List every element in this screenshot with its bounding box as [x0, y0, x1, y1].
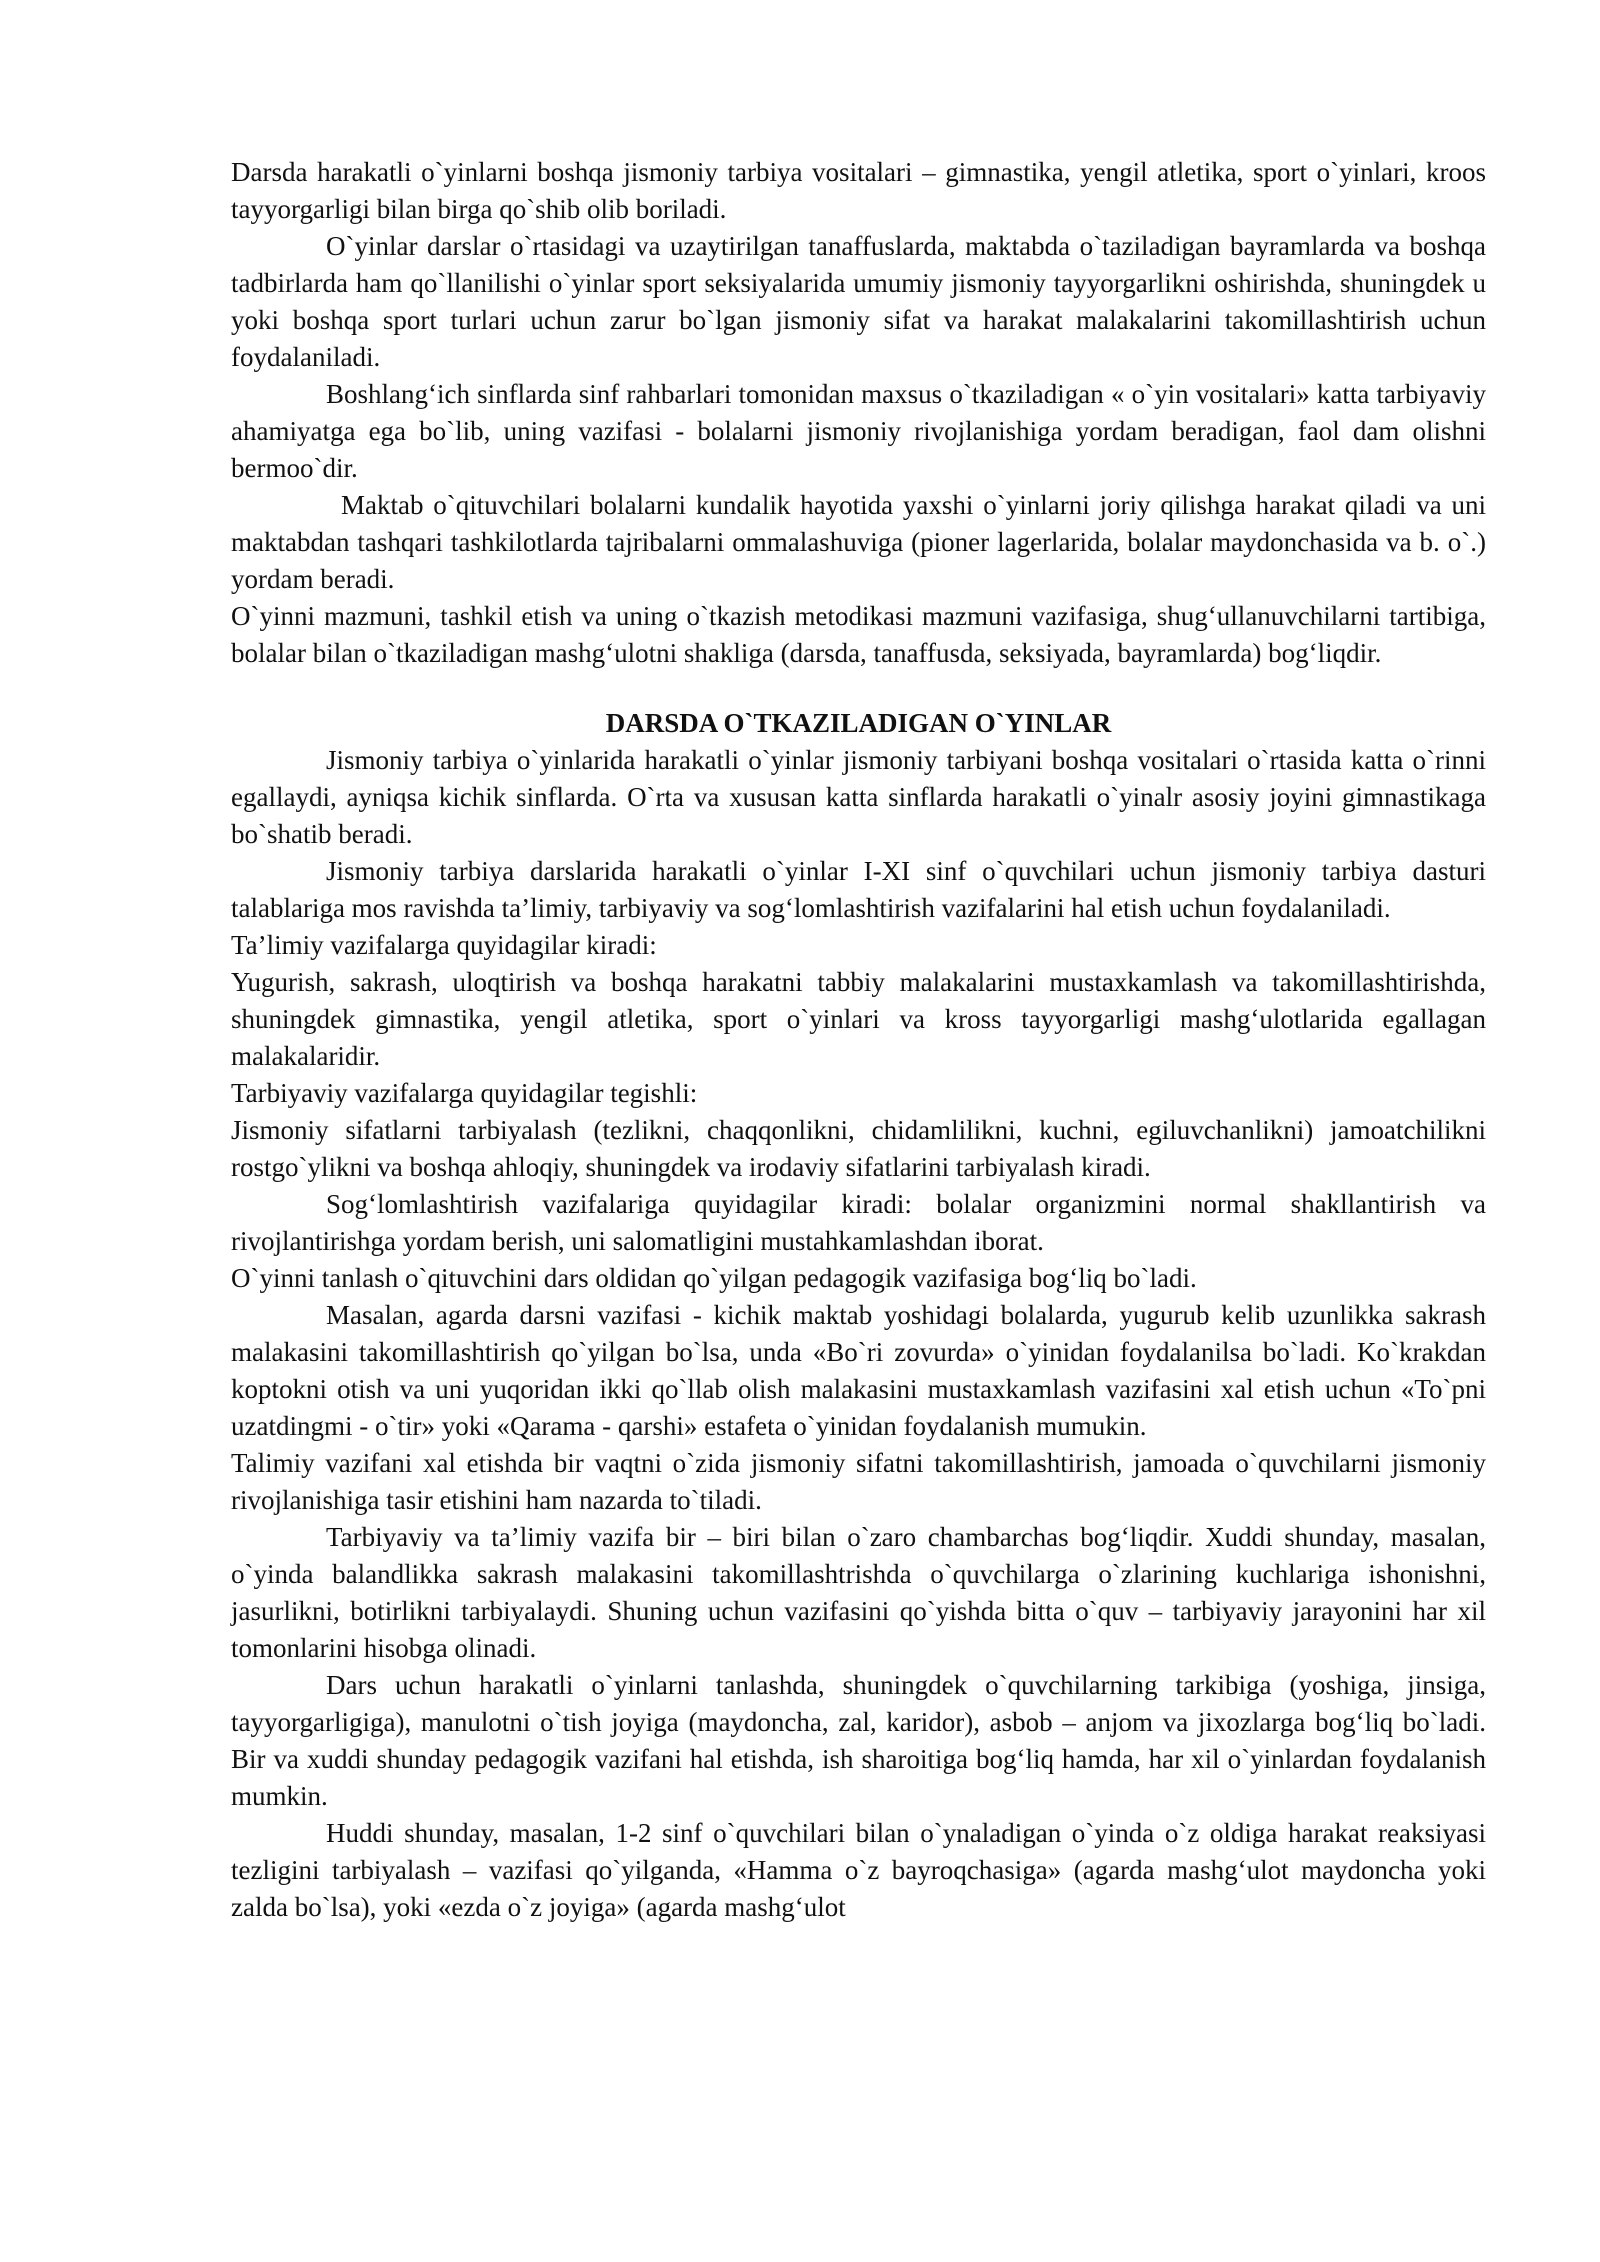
- paragraph-primary-classes: Boshlang‘ich sinflarda sinf rahbarlari tomonidan maxsus o`tkaziladigan « o`yin vositalari» katta tarbiyaviy ahamiyatga ega bo`lib, uning vazifasi - bolalarni jismoniy rivojlanishiga yordam beradigan, faol dam olishni bermoo`dir.: [231, 379, 1486, 483]
- paragraph-pe-lessons: Jismoniy tarbiya darslarida harakatli o`yinlar I-XI sinf o`quvchilari uchun jismoniy tarbiya dasturi talablariga mos ravishda ta’limiy, tarbiyaviy va sog‘lomlashtirish vazifalarini hal etish uchun foydalaniladi.: [231, 856, 1486, 923]
- paragraph-games-usage: O`yinlar darslar o`rtasidagi va uzaytirilgan tanaffuslarda, maktabda o`taziladigan bayramlarda va boshqa tadbirlarda ham qo`llanilishi o`yinlar sport seksiyalarida umumiy jismoniy tayyorgarlikni oshirishda, shuningdek u yoki boshqa sport turlari uchun zarur bo`lgan jismoniy sifat va harakat malakalarini takomillashtirish uchun foydalaniladi.: [231, 231, 1486, 372]
- paragraph-upbringing-tasks-heading: Tarbiyaviy vazifalarga quyidagilar tegishli:: [231, 1078, 698, 1108]
- paragraph-teachers: Maktab o`qituvchilari bolalarni kundalik hayotida yaxshi o`yinlarni joriy qilishga harakat qiladi va uni maktabdan tashqari tashkilotlarda tajribalarni ommalashuviga (pioner lagerlarida, bolalar maydonchasida va b. o`.) yordam beradi.: [231, 490, 1486, 594]
- paragraph-educational-goal: Talimiy vazifani xal etishda bir vaqtni o`zida jismoniy sifatni takomillashtirish, jamoada o`quvchilarni jismoniy rivojlanishiga tasir etishini ham nazarda to`tiladi.: [231, 1448, 1486, 1515]
- paragraph-upbringing-tasks: Jismoniy sifatlarni tarbiyalash (tezlikni, chaqqonlikni, chidamlilikni, kuchni, egiluvchanlikni) jamoatchilikni rostgo`ylikni va boshqa ahloqiy, shuningdek va irodaviy sifatlarini tarbiyalash kiradi.: [231, 1115, 1486, 1182]
- paragraph-interrelated-tasks: Tarbiyaviy va ta’limiy vazifa bir – biri bilan o`zaro chambarchas bog‘liqdir. Xuddi shunday, masalan, o`yinda balandlikka sakrash malakasini takomillashtrishda o`quvchilarga o`zlarining kuchlariga ishonishni, jasurlikni, botirlikni tarbiyalaydi. Shuning uchun vazifasini qo`yishda bitta o`quv – tarbiyaviy jarayonini har xil tomonlarini hisobga olinadi.: [231, 1522, 1486, 1663]
- paragraph-educational-tasks: Yugurish, sakrash, uloqtirish va boshqa harakatni tabbiy malakalarini mustaxkamlash va takomillashtirishda, shuningdek gimnastika, yengil atletika, sport o`yinlari va kross tayyorgarligi mashg‘ulotlarida egallagan malakalaridir.: [231, 967, 1486, 1071]
- section-heading: DARSDA O`TKAZILADIGAN O`YINLAR: [605, 708, 1112, 738]
- paragraph-choosing-games: Dars uchun harakatli o`yinlarni tanlashda, shuningdek o`quvchilarning tarkibiga (yoshiga, jinsiga, tayyorgarligiga), manulotni o`tish joyiga (maydoncha, zal, karidor), asbob – anjom va jixozlarga bog‘liq bo`ladi. Bir va xuddi shunday pedagogik vazifani hal etishda, ish sharoitiga bog‘liq hamda, har xil o`yinlardan foydalanish mumkin.: [231, 1670, 1486, 1811]
- document-page: [231, 154, 1486, 1926]
- paragraph-game-choice: O`yinni tanlash o`qituvchini dars oldidan qo`yilgan pedagogik vazifasiga bog‘liq bo`ladi.: [231, 1263, 1197, 1293]
- paragraph-example-grades: Huddi shunday, masalan, 1-2 sinf o`quvchilari bilan o`ynaladigan o`yinda o`z oldiga harakat reaksiyasi tezligini tarbiyalash – vazifasi qo`yilganda, «Hamma o`z bayroqchasiga» (agarda mashg‘ulot maydoncha yoki zalda bo`lsa), yoki «ezda o`z joyiga» (agarda mashg‘ulot: [231, 1818, 1486, 1922]
- paragraph-game-content: O`yinni mazmuni, tashkil etish va uning o`tkazish metodikasi mazmuni vazifasiga, shug‘ullanuvchilarni tartibiga, bolalar bilan o`tkaziladigan mashg‘ulotni shakliga (darsda, tanaffusda, seksiyada, bayramlarda) bog‘liqdir.: [231, 601, 1486, 668]
- paragraph-pe-games: Jismoniy tarbiya o`yinlarida harakatli o`yinlar jismoniy tarbiyani boshqa vositalari o`rtasida katta o`rinni egallaydi, ayniqsa kichik sinflarda. O`rta va xususan katta sinflarda harakatli o`yinalr asosiy joyini gimnastikaga bo`shatib beradi.: [231, 745, 1486, 849]
- paragraph-example-jump: Masalan, agarda darsni vazifasi - kichik maktab yoshidagi bolalarda, yugurub kelib uzunlikka sakrash malakasini takomillashtirish qo`yilgan bo`lsa, unda «Bo`ri zovurda» o`yinidan foydalanilsa bo`ladi. Ko`krakdan koptokni otish va uni yuqoridan ikki qo`llab olish malakasini mustaxkamlash vazifasini xal etish uchun «To`pni uzatdingmi - o`tir» yoki «Qarama - qarshi» estafeta o`yinidan foydalanish mumukin.: [231, 1300, 1486, 1441]
- paragraph-educational-tasks-heading: Ta’limiy vazifalarga quyidagilar kiradi:: [231, 930, 657, 960]
- paragraph-intro: Darsda harakatli o`yinlarni boshqa jismoniy tarbiya vositalari – gimnastika, yengil atletika, sport o`yinlari, kroos tayyorgarligi bilan birga qo`shib olib boriladi.: [231, 157, 1486, 224]
- paragraph-health-tasks: Sog‘lomlashtirish vazifalariga quyidagilar kiradi: bolalar organizmini normal shakllantirish va rivojlantirishga yordam berish, uni salomatligini mustahkamlashdan iborat.: [231, 1189, 1486, 1256]
